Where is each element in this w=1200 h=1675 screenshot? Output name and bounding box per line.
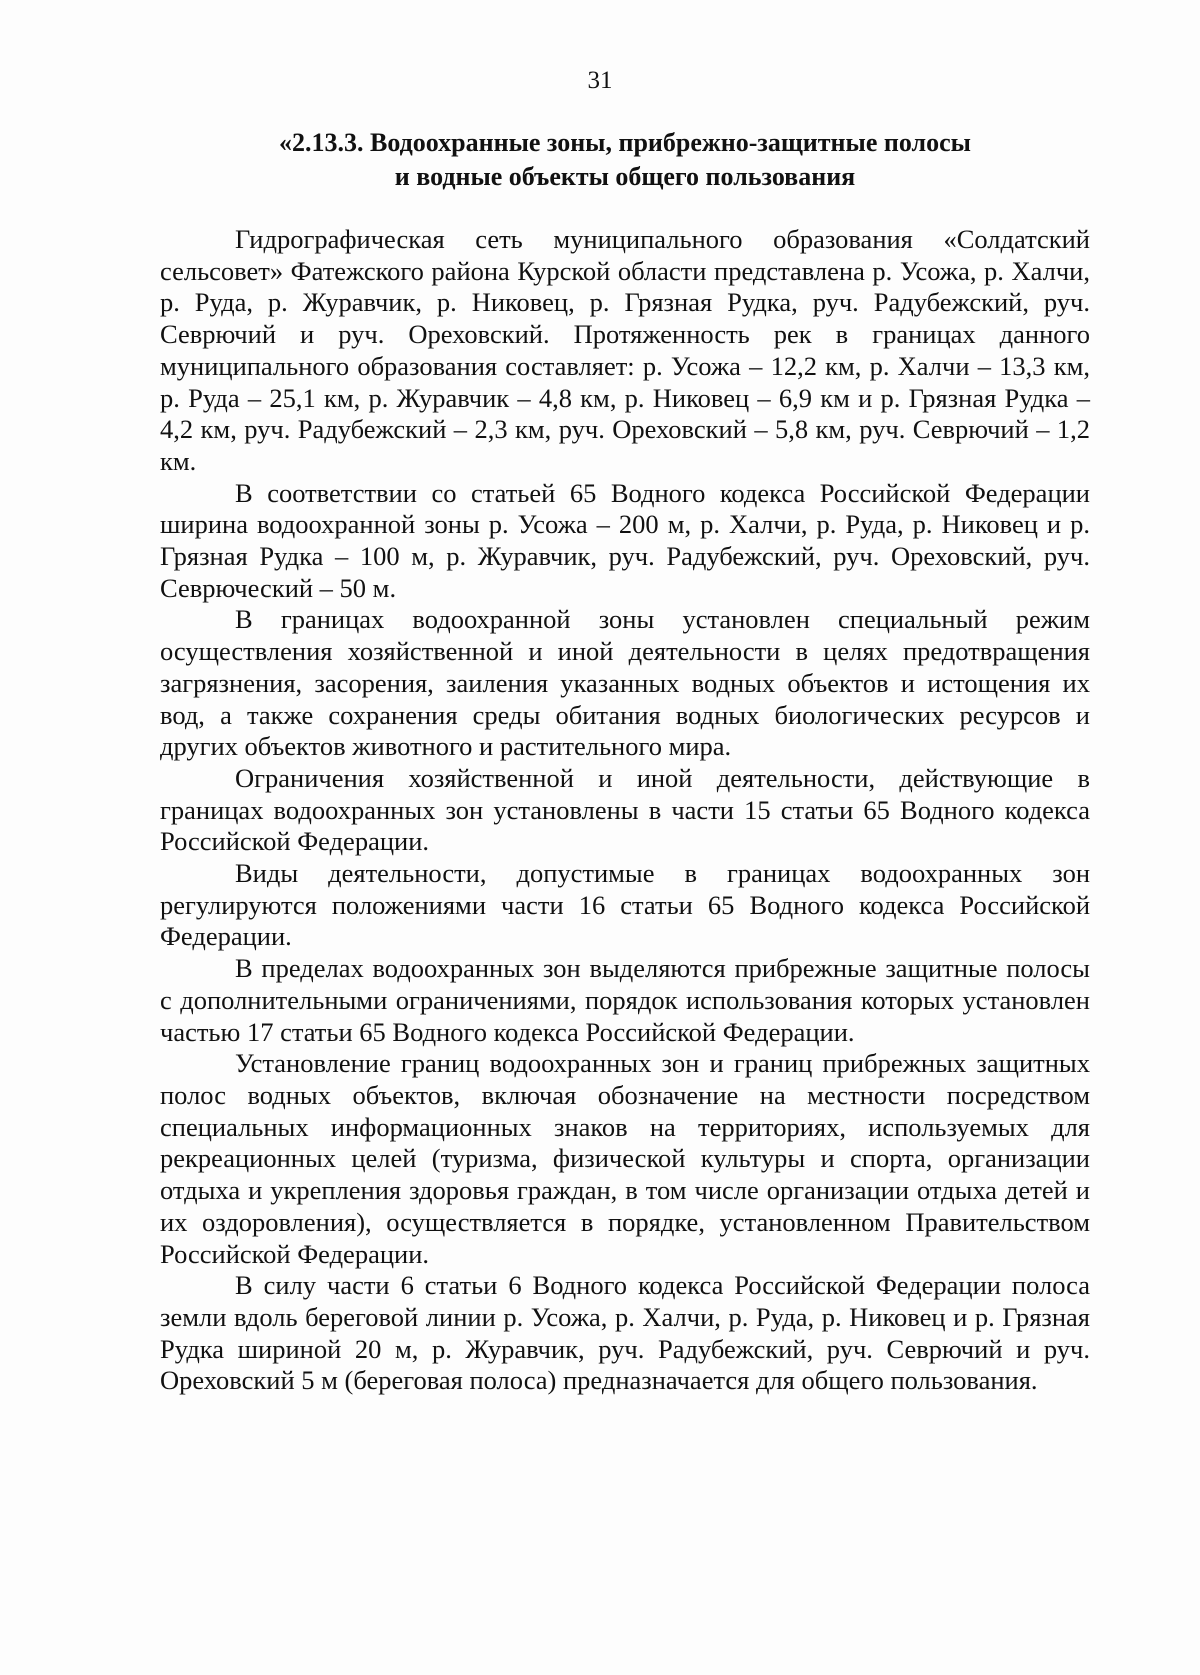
paragraph-shore-strip-public-use: В силу части 6 статьи 6 Водного кодекса Российской Федерации полоса земли вдоль береговой линии р. Усожа, р. Халчи, р. Руда, р. Никовец и р. Грязная Рудка шириной 20 м, р. Журавчик, руч. Радубежский, руч. Севрючий и руч. Ореховский 5 м (береговая полоса) предназначается для общего пользования. xyxy=(160,1270,1090,1396)
paragraph-boundary-establishment: Установление границ водоохранных зон и границ прибрежных защитных полос водных объектов, включая обозначение на местности посредством специальных информационных знаков на территориях, используемых для рекреационных целей (туризма, физической культуры и спорта, организации отдыха и укрепления здоровья граждан, в том числе организации отдыха детей и их оздоровления), осуществляется в порядке, установленном Правительством Российской Федерации. xyxy=(160,1048,1090,1269)
paragraph-hydrographic-network: Гидрографическая сеть муниципального образования «Солдатский сельсовет» Фатежского района Курской области представлена р. Усожа, р. Халчи, р. Руда, р. Журавчик, р. Никовец, р. Грязная Рудка, руч. Радубежский, руч. Севрючий и руч. Ореховский. Протяженность рек в границах данного муниципального образования составляет: р. Усожа – 12,2 км, р. Халчи – 13,3 км, р. Руда – 25,1 км, р. Журавчик – 4,8 км, р. Никовец – 6,9 км и р. Грязная Рудка – 4,2 км, руч. Радубежский – 2,3 км, руч. Ореховский – 5,8 км, руч. Севрючий – 1,2 км. xyxy=(160,224,1090,476)
paragraph-coastal-protective-strips: В пределах водоохранных зон выделяются прибрежные защитные полосы с дополнительными ограничениями, порядок использования которых установлен частью 17 статьи 65 Водного кодекса Российской Федерации. xyxy=(160,953,1090,1047)
paragraph-water-protection-zone-width: В соответствии со статьей 65 Водного кодекса Российской Федерации ширина водоохранной зоны р. Усожа – 200 м, р. Халчи, р. Руда, р. Никовец и р. Грязная Рудка – 100 м, р. Журавчик, руч. Радубежский, руч. Ореховский, руч. Севрюческий – 50 м. xyxy=(160,477,1090,603)
paragraph-special-regime: В границах водоохранной зоны установлен специальный режим осуществления хозяйственной и иной деятельности в целях предотвращения загрязнения, засорения, заиления указанных водных объектов и истощения их вод, а также сохранения среды обитания водных биологических ресурсов и других объектов животного и растительного мира. xyxy=(160,604,1090,762)
body-text xyxy=(160,224,1090,1397)
section-heading-line-1: «2.13.3. Водоохранные зоны, прибрежно-защитные полосы xyxy=(279,128,971,157)
paragraph-activity-restrictions: Ограничения хозяйственной и иной деятельности, действующие в границах водоохранных зон установлены в части 15 статьи 65 Водного кодекса Российской Федерации. xyxy=(160,762,1090,857)
paragraph-permitted-activities: Виды деятельности, допустимые в границах водоохранных зон регулируются положениями части 16 статьи 65 Водного кодекса Российской Федерации. xyxy=(160,858,1090,952)
section-heading-line-2: и водные объекты общего пользования xyxy=(394,162,856,191)
section-heading xyxy=(160,126,1090,194)
page-number: 31 xyxy=(587,67,613,94)
